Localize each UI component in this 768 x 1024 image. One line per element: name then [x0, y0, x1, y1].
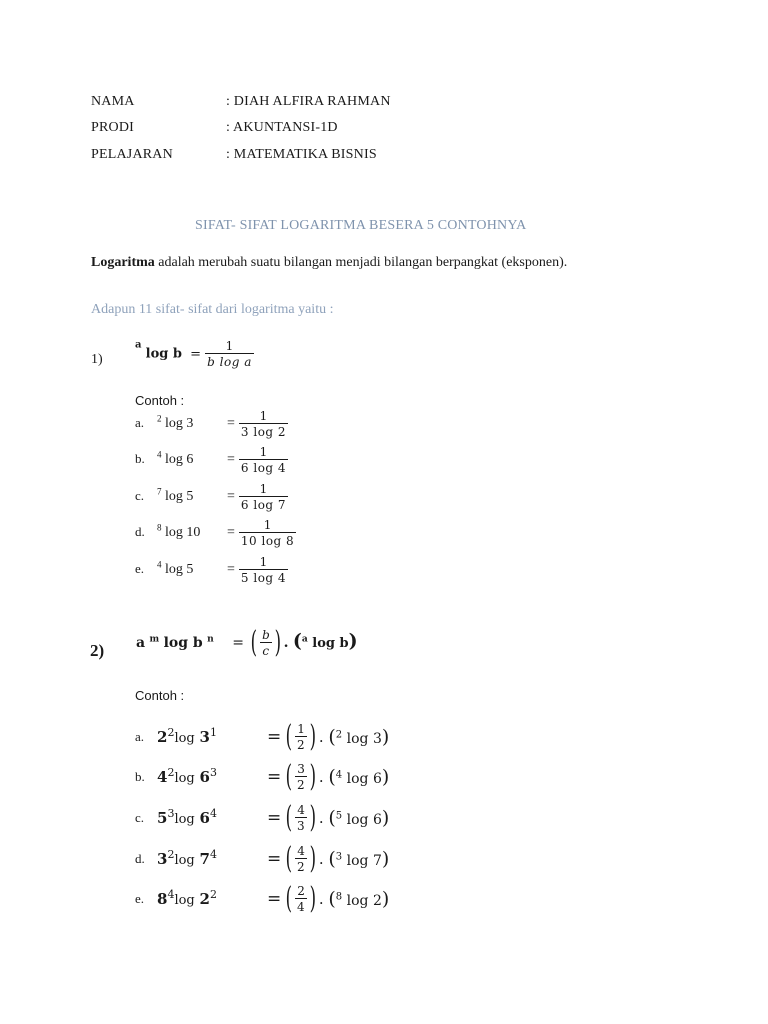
example2-inner: ($^4$ log 6) — [328, 766, 390, 788]
example2-paren-fraction: ( $\frac{1}{2}$ ) — [285, 719, 317, 754]
example1-fraction — [239, 446, 288, 474]
example1-eq: = — [227, 416, 235, 432]
example2-expression — [157, 728, 267, 746]
example2-num: 4 — [297, 803, 305, 817]
example1-num: 1 — [259, 445, 268, 459]
example1-log: log 5 — [165, 562, 194, 578]
example2-paren-fraction: ( $\frac{2}{4}$ ) — [285, 881, 317, 916]
example1-num: 1 — [259, 555, 268, 569]
example1-expression — [157, 522, 227, 541]
rule2-n: n — [207, 633, 214, 645]
rule1-log: log b — [145, 346, 182, 362]
example1-expression — [157, 486, 227, 505]
rule1-fraction — [205, 340, 254, 368]
example1-expression — [157, 449, 227, 468]
example2-den: 4 — [296, 900, 306, 914]
example2-expression — [157, 809, 267, 827]
intro-text: adalah merubah suatu bilangan menjadi bilangan berpangkat (eksponen). — [154, 255, 568, 270]
example1-eq: = — [227, 489, 235, 505]
example2-inner-log: log 6 — [346, 812, 382, 828]
example2-letter: b. — [135, 769, 145, 784]
example2-inner: ($^2$ log 3) — [328, 726, 390, 748]
example1-num: 1 — [259, 409, 268, 423]
rule2-a: a — [136, 635, 146, 651]
rule2-inner-log: log b — [312, 636, 349, 651]
example1-eq: = — [227, 452, 235, 468]
example2-row: a. $2^2\log$ $3^1$ = ( $\frac{1}{2}$ ) . ($^2$ log 3) — [135, 719, 390, 754]
rule1-base: a — [135, 339, 142, 351]
header-value-nama: : DIAH ALFIRA RAHMAN — [226, 94, 391, 109]
example1-fraction — [239, 410, 288, 438]
example2-log: log — [174, 771, 195, 786]
example2-paren-fraction: ( $\frac{3}{2}$ ) — [285, 759, 317, 794]
example1-eq: = — [227, 562, 235, 578]
header-value-pelajaran: : MATEMATIKA BISNIS — [226, 147, 377, 162]
example2-lead: 8 — [157, 890, 168, 908]
example1-expression — [157, 413, 227, 432]
example2-inner-base: 8 — [335, 891, 343, 903]
example1-den: 5 log 4 — [240, 571, 287, 585]
example2-inner: ($^8$ log 2) — [328, 888, 390, 910]
example2-log: log — [174, 853, 195, 868]
example1-den: 6 log 4 — [240, 461, 287, 475]
example1-letter: d. — [135, 524, 145, 540]
example1-base: 7 — [157, 486, 162, 497]
example2-inner-base: 2 — [335, 729, 343, 741]
example2-row: b. $4^2\log$ $6^3$ = ( $\frac{3}{2}$ ) . ($^4$ log 6) — [135, 759, 390, 794]
example2-inner-log: log 6 — [346, 771, 382, 787]
example2-expression — [157, 890, 267, 908]
example2-den: 3 — [296, 819, 306, 833]
example2-lead: 4 — [157, 768, 168, 786]
example2-eq: = — [267, 889, 282, 909]
rule2-formula: a $^m$ log b $^n$ = ( $\frac{b}{c}$ ) . ($^a$ log b) — [136, 625, 358, 660]
example2-inner-base: 4 — [335, 769, 343, 781]
example2-arg: 6 — [199, 768, 210, 786]
example2-exp2: 3 — [209, 766, 217, 779]
rule1-num: 1 — [225, 339, 234, 353]
rule1-eq: = — [190, 346, 201, 362]
example2-arg: 6 — [199, 809, 210, 827]
example1-row — [135, 519, 296, 547]
rule2-inner-base: a — [301, 633, 308, 645]
example2-den: 2 — [296, 738, 306, 752]
example2-num: 1 — [297, 722, 305, 736]
example1-base: 4 — [157, 559, 162, 570]
example2-eq: = — [267, 727, 282, 747]
example2-den: 2 — [296, 860, 306, 874]
header-label-prodi: PRODI — [91, 120, 135, 135]
example1-den: 3 log 2 — [240, 425, 287, 439]
example1-letter: b. — [135, 451, 145, 467]
example2-exp1: 2 — [167, 726, 175, 739]
rule2-dot: . — [283, 635, 289, 651]
example2-num: 4 — [297, 844, 305, 858]
example1-letter: e. — [135, 561, 145, 577]
example1-den: 10 log 8 — [240, 534, 295, 548]
example2-letter: d. — [135, 851, 145, 866]
example1-den: 6 log 7 — [240, 498, 287, 512]
page-title: SIFAT- SIFAT LOGARITMA BESERA 5 CONTOHNYA — [195, 218, 527, 233]
example1-num: 1 — [263, 518, 272, 532]
example2-exp2: 1 — [209, 726, 217, 739]
example2-exp1: 2 — [167, 766, 175, 779]
example2-row: d. $3^2\log$ $7^4$ = ( $\frac{4}{2}$ ) . ($^3$ log 7) — [135, 841, 390, 876]
example2-log: log — [174, 893, 195, 908]
example2-row: c. $5^3\log$ $6^4$ = ( $\frac{4}{3}$ ) . ($^5$ log 6) — [135, 800, 390, 835]
example1-fraction — [239, 483, 288, 511]
example1-row — [135, 446, 288, 474]
example1-letter: c. — [135, 488, 145, 504]
example1-expression — [157, 559, 227, 578]
example1-log: log 3 — [165, 416, 194, 432]
rule1-den: b log a — [207, 355, 252, 369]
example1-row — [135, 410, 288, 438]
example2-arg: 3 — [199, 728, 210, 746]
example1-base: 8 — [157, 522, 162, 533]
example2-inner-log: log 2 — [346, 893, 382, 909]
example2-log: log — [174, 731, 195, 746]
example2-eq: = — [267, 849, 282, 869]
example2-num: 2 — [297, 884, 305, 898]
example1-log: log 5 — [165, 489, 194, 505]
rule1-formula — [135, 340, 254, 368]
rule2-log: log b — [163, 635, 203, 651]
example2-exp2: 2 — [209, 888, 217, 901]
example1-eq: = — [227, 525, 235, 541]
example2-letter: e. — [135, 891, 145, 906]
example2-log: log — [174, 812, 195, 827]
header-label-pelajaran: PELAJARAN — [91, 147, 173, 162]
rule2-den: c — [262, 644, 270, 658]
example2-letter: a. — [135, 729, 145, 744]
example1-base: 2 — [157, 413, 162, 424]
example1-letter: a. — [135, 415, 145, 431]
example1-log: log 6 — [165, 452, 194, 468]
adapun-text: Adapun 11 sifat- sifat dari logaritma yaitu : — [91, 302, 334, 317]
example2-lead: 3 — [157, 850, 168, 868]
example2-arg: 2 — [199, 890, 210, 908]
rule2-m: m — [149, 633, 160, 645]
example2-letter: c. — [135, 810, 145, 825]
example2-exp1: 2 — [167, 848, 175, 861]
example2-inner-log: log 7 — [346, 853, 382, 869]
rule2-number: 2) — [90, 641, 105, 660]
example2-row: e. $8^4\log$ $2^2$ = ( $\frac{2}{4}$ ) . ($^8$ log 2) — [135, 881, 390, 916]
example1-fraction — [239, 556, 288, 584]
example1-log: log 10 — [165, 525, 201, 541]
example2-eq: = — [267, 808, 282, 828]
example2-eq: = — [267, 767, 282, 787]
example2-inner-log: log 3 — [346, 731, 382, 747]
intro-term: Logaritma — [91, 255, 155, 270]
example2-paren-fraction: ( $\frac{4}{3}$ ) — [285, 800, 317, 835]
contoh-label-1: Contoh : — [135, 393, 185, 408]
header-label-nama: NAMA — [91, 94, 135, 109]
example2-expression — [157, 850, 267, 868]
example1-fraction — [239, 519, 296, 547]
example2-den: 2 — [296, 778, 306, 792]
intro-paragraph — [91, 255, 567, 271]
example2-paren-fraction: ( $\frac{4}{2}$ ) — [285, 841, 317, 876]
example1-base: 4 — [157, 449, 162, 460]
example2-lead: 5 — [157, 809, 168, 827]
example2-exp1: 3 — [167, 807, 175, 820]
rule2-paren-fraction: ( $\frac{b}{c}$ ) — [251, 625, 281, 660]
example2-inner: ($^3$ log 7) — [328, 848, 390, 870]
example2-expression — [157, 768, 267, 786]
example1-num: 1 — [259, 482, 268, 496]
rule2-num: b — [262, 628, 270, 642]
example2-num: 3 — [297, 762, 305, 776]
example1-row — [135, 556, 288, 584]
example2-arg: 7 — [199, 850, 210, 868]
contoh-label-2: Contoh : — [135, 688, 185, 703]
example2-exp2: 4 — [209, 848, 217, 861]
example2-inner-base: 5 — [335, 810, 343, 822]
example2-exp2: 4 — [209, 807, 217, 820]
rule2-eq: = — [232, 635, 244, 651]
example2-inner-base: 3 — [335, 851, 343, 863]
example1-row — [135, 483, 288, 511]
example2-exp1: 4 — [167, 888, 175, 901]
rule1-number: 1) — [91, 352, 103, 367]
header-value-prodi: : AKUNTANSI-1D — [226, 120, 338, 135]
example2-inner: ($^5$ log 6) — [328, 807, 390, 829]
example2-lead: 2 — [157, 728, 168, 746]
